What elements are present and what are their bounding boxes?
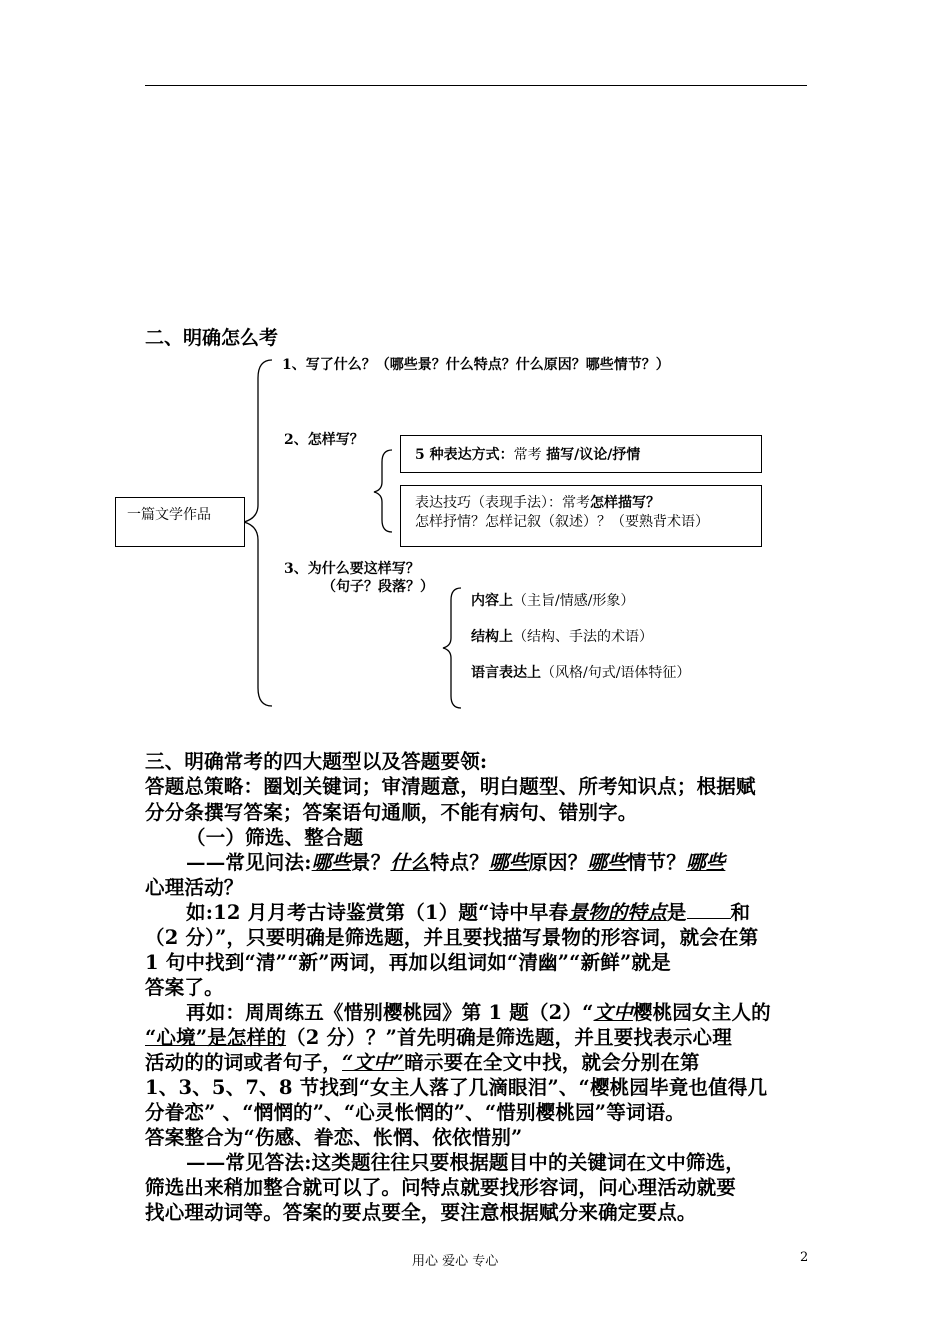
example-2-line-2: “心境”是怎样的（2 分）？”首先明确是筛选题，并且要找表示心理 bbox=[145, 1026, 732, 1049]
question-2: 2、怎样写？ bbox=[284, 432, 364, 448]
question-3: 3、为什么要这样写？ bbox=[284, 561, 420, 577]
aspect-structure: 结构上（结构、手法的术语） bbox=[471, 629, 653, 645]
techniques-line-1: 表达技巧（表现手法）：常考怎样描写？ bbox=[415, 495, 660, 511]
section-title-3: 三、明确常考的四大题型以及答题要领: bbox=[145, 750, 488, 773]
section-title-2: 二、明确怎么考 bbox=[145, 327, 279, 349]
expression-modes-box bbox=[400, 435, 762, 473]
subsection-title-1: （一）筛选、整合题 bbox=[186, 826, 364, 849]
techniques-line-2: 怎样抒情？怎样记叙（叙述）？（要熟背术语） bbox=[415, 514, 709, 530]
expression-modes-text: 5 种表达方式：常考 描写/议论/抒情 bbox=[415, 447, 641, 463]
main-brace bbox=[244, 360, 272, 706]
example-2-line-1: 再如：周周练五《惜别樱桃园》第 1 题（2）“文中樱桃园女主人的 bbox=[186, 1001, 771, 1024]
common-questions-cont: 心理活动？ bbox=[145, 876, 244, 899]
aspect-language: 语言表达上（风格/句式/语体特征） bbox=[471, 665, 691, 681]
common-questions-line: ——常见问法:哪些景？什么特点？哪些原因？哪些情节？哪些 bbox=[186, 851, 726, 874]
root-label: 一篇文学作品 bbox=[127, 507, 211, 523]
footer-motto: 用心 爱心 专心 bbox=[412, 1254, 499, 1269]
root-box bbox=[115, 497, 245, 547]
aspect-content: 内容上（主旨/情感/形象） bbox=[471, 593, 635, 609]
question-1: 1、写了什么？（哪些景？什么特点？什么原因？哪些情节？） bbox=[282, 357, 670, 373]
page-number: 2 bbox=[800, 1250, 809, 1265]
question-3-sub: （句子？段落？） bbox=[322, 579, 434, 595]
q3-brace bbox=[443, 588, 461, 708]
strategy-line-2: 分分条撰写答案；答案语句通顺，不能有病句、错别字。 bbox=[145, 801, 638, 824]
answer-blank bbox=[687, 917, 731, 919]
example-1-line-4: 答案了。 bbox=[145, 976, 224, 999]
common-answers-line-3: 找心理动词等。答案的要点要全，要注意根据赋分来确定要点。 bbox=[145, 1201, 697, 1224]
strategy-line-1: 答题总策略：圈划关键词；审清题意，明白题型、所考知识点；根据赋 bbox=[145, 775, 756, 798]
common-answers-line-2: 筛选出来稍加整合就可以了。问特点就要找形容词，问心理活动就要 bbox=[145, 1176, 737, 1199]
techniques-box bbox=[400, 485, 762, 547]
example-2-line-4: 1、3、5、7、8 节找到“女主人落了几滴眼泪”、“樱桃园毕竟也值得几 bbox=[145, 1076, 768, 1099]
example-2-line-6: 答案整合为“伤感、眷恋、怅惘、依依惜别” bbox=[145, 1126, 523, 1149]
example-2-line-5: 分眷恋” 、“惘惘的”、“心灵怅惘的”、“惜别樱桃园”等词语。 bbox=[145, 1101, 686, 1124]
example-1-line-3: 1 句中找到“清”“新”两词，再加以组词如“清幽”“新鲜”就是 bbox=[145, 951, 671, 974]
q2-brace bbox=[374, 450, 392, 532]
example-2-line-3: 活动的的词或者句子，“文中”暗示要在全文中找，就会分别在第 bbox=[145, 1051, 700, 1074]
example-1-line-2: （2 分）”，只要明确是筛选题，并且要找描写景物的形容词，就会在第 bbox=[145, 926, 759, 949]
common-answers-line-1: ——常见答法:这类题往往只要根据题目中的关键词在文中筛选， bbox=[186, 1151, 745, 1174]
example-1-line-1: 如:12 月月考古诗鉴赏第（1）题“诗中早春景物的特点是 和 bbox=[186, 901, 751, 924]
